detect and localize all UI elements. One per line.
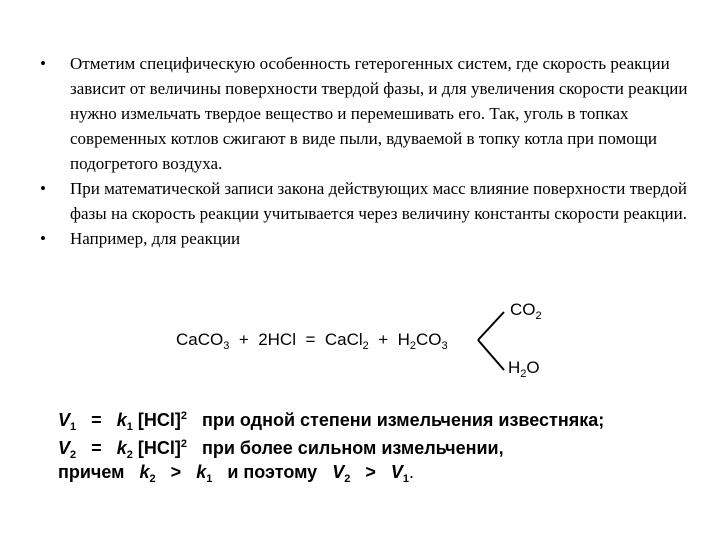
bullet-marker: • bbox=[40, 179, 46, 198]
subscript: 2 bbox=[362, 340, 369, 352]
subscript: 2 bbox=[126, 449, 133, 461]
concentration-hcl: [HCl] bbox=[137, 438, 181, 458]
reactant-caco3: CaCO bbox=[176, 330, 224, 349]
subscript: 2 bbox=[535, 310, 542, 322]
rate-line-1 bbox=[58, 402, 698, 433]
rate-constant-k1: k bbox=[116, 410, 127, 430]
product-cacl2: CaCl bbox=[324, 330, 363, 349]
bullet-item-2 bbox=[40, 176, 690, 226]
bullet-marker: • bbox=[40, 229, 46, 248]
rate-line-2 bbox=[58, 430, 698, 461]
subscript: 2 bbox=[70, 449, 77, 461]
h2o-o: O bbox=[526, 358, 540, 377]
subscript: 2 bbox=[409, 340, 417, 352]
bullet-item-3 bbox=[40, 226, 690, 251]
rate-v1: V bbox=[58, 410, 71, 430]
co2-text: CO bbox=[510, 300, 536, 319]
rate-line-3-prefix: причем bbox=[58, 462, 125, 482]
rate-expressions bbox=[58, 402, 698, 486]
greater-than-sign: > bbox=[170, 462, 182, 482]
rate-line-3-conjunction: и поэтому bbox=[227, 462, 318, 482]
bullet-item-1 bbox=[40, 51, 690, 176]
reactant-hcl: 2HCl bbox=[258, 330, 296, 349]
rate-v2: V bbox=[58, 438, 71, 458]
product-h2co3-tail: CO bbox=[416, 330, 442, 349]
product-co2 bbox=[510, 300, 542, 322]
rate-line-3 bbox=[58, 458, 698, 486]
rate-line-2-text: при более сильном измельчении, bbox=[201, 438, 504, 458]
h2o-h: H bbox=[508, 358, 521, 377]
subscript: 2 bbox=[344, 473, 351, 485]
equals-sign: = bbox=[91, 410, 102, 430]
period: . bbox=[409, 462, 415, 482]
superscript: 2 bbox=[180, 410, 187, 422]
rate-constant-k2: k bbox=[116, 438, 127, 458]
reaction-main bbox=[176, 330, 448, 352]
rate-constant-k2: k bbox=[139, 462, 150, 482]
equals-sign: = bbox=[305, 330, 316, 349]
superscript: 2 bbox=[180, 438, 187, 450]
plus-sign: + bbox=[378, 330, 389, 349]
equals-sign: = bbox=[91, 438, 102, 458]
subscript: 1 bbox=[70, 421, 77, 433]
subscript: 2 bbox=[520, 368, 527, 380]
subscript: 3 bbox=[441, 340, 448, 352]
rate-v1: V bbox=[390, 462, 403, 482]
rate-constant-k1: k bbox=[196, 462, 207, 482]
bullet-list bbox=[40, 51, 690, 251]
bullet-text-1: Отметим специфическую особенность гетерогенных систем, где скорость реакции зависит от величины поверхности твердой фазы, и для увеличения скорости реакции нужно измельчать твердое вещество и перемешивать его. Так, уголь в топках современных котлов сжигают в виде пыли, вдуваемой в топку котла при помощи подогретого воздуха. bbox=[70, 54, 688, 173]
rate-v2: V bbox=[332, 462, 345, 482]
subscript: 2 bbox=[149, 473, 156, 485]
plus-sign: + bbox=[238, 330, 249, 349]
concentration-hcl: [HCl] bbox=[137, 410, 181, 430]
product-h2co3: H bbox=[397, 330, 410, 349]
subscript: 1 bbox=[126, 421, 133, 433]
subscript: 3 bbox=[223, 340, 230, 352]
bullet-text-2: При математической записи закона действующих масс влияние поверхности твердой фазы на скорость реакции учитывается через величину константы скорости реакции. bbox=[70, 179, 688, 223]
subscript: 1 bbox=[206, 473, 213, 485]
rate-line-1-text: при одной степени измельчения известняка; bbox=[201, 410, 605, 430]
bullet-marker: • bbox=[40, 54, 46, 73]
greater-than-sign: > bbox=[365, 462, 376, 482]
subscript: 1 bbox=[402, 473, 410, 485]
product-h2o bbox=[508, 358, 540, 380]
reaction-equation bbox=[0, 300, 720, 400]
bullet-text-3: Например, для реакции bbox=[70, 229, 241, 248]
